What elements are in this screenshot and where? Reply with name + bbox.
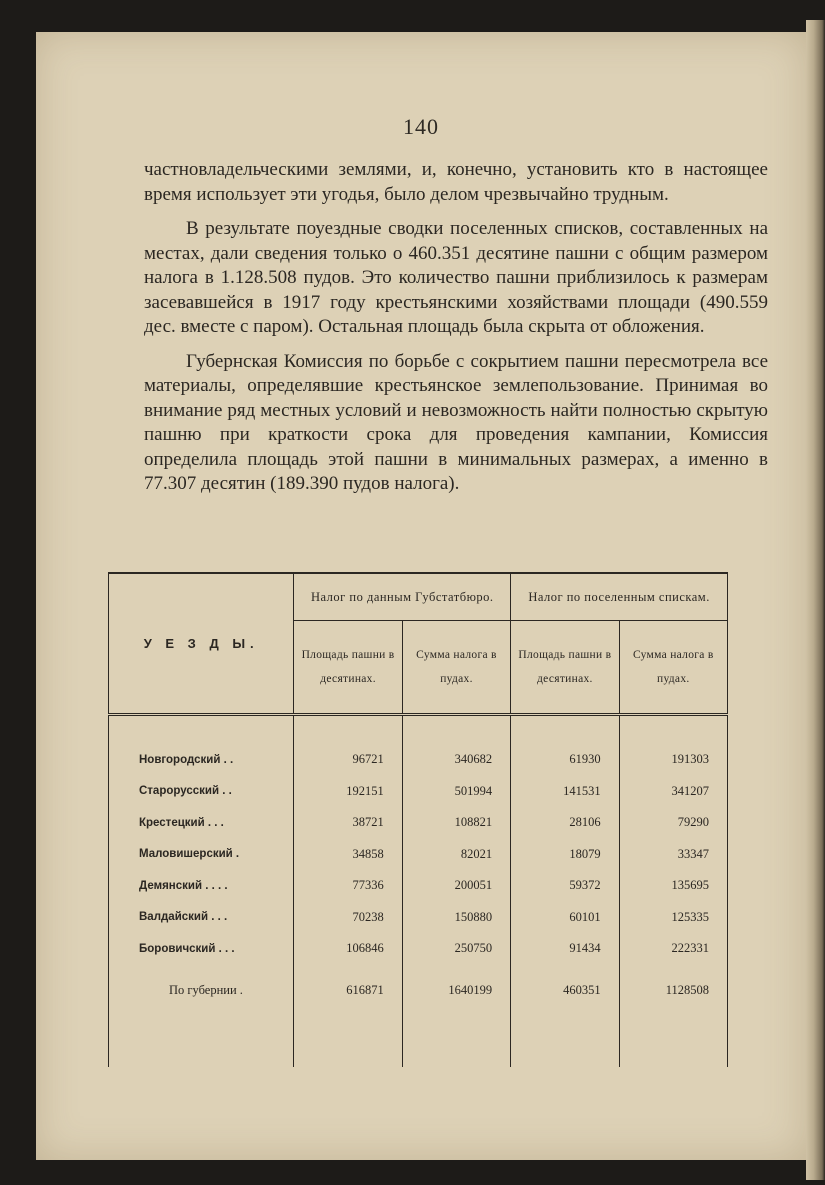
row-name: Новгородский . . <box>109 744 294 776</box>
table-row <box>109 902 728 934</box>
table-row <box>109 839 728 871</box>
row-name: Демянский . . . . <box>109 870 294 902</box>
cell-sum-2: 125335 <box>619 902 727 934</box>
total-area-1: 616871 <box>294 965 402 1017</box>
paragraph-3: Губернская Комиссия по борьбе с сокрытием пашни пересмотрела все материалы, определявшие крестьянское землепользование. Принимая во внимание ряд местных условий и невозможность найти полностью скрытую пашню при краткости срока для проведения кампании, Комиссия определила площадь этой пашни в минимальных размерах, а именно в 77.307 десятин (189.390 пудов налога). <box>144 350 768 494</box>
cell-area-1: 192151 <box>294 776 402 808</box>
row-name: Старорусский . . <box>109 776 294 808</box>
total-sum-1: 1640199 <box>402 965 510 1017</box>
book-spine-edge <box>806 20 825 1180</box>
cell-area-1: 38721 <box>294 807 402 839</box>
cell-sum-1: 250750 <box>402 933 510 965</box>
body-text <box>144 158 768 497</box>
row-name: Крестецкий . . . <box>109 807 294 839</box>
cell-sum-1: 340682 <box>402 744 510 776</box>
row-name: Валдайский . . . <box>109 902 294 934</box>
cell-area-2: 18079 <box>511 839 619 871</box>
cell-sum-2: 191303 <box>619 744 727 776</box>
row-name: Боровичский . . . <box>109 933 294 965</box>
row-name: Маловишерский . <box>109 839 294 871</box>
table-row <box>109 744 728 776</box>
cell-area-2: 59372 <box>511 870 619 902</box>
cell-sum-1: 150880 <box>402 902 510 934</box>
total-area-2: 460351 <box>511 965 619 1017</box>
table-total-row <box>109 965 728 1017</box>
table-row <box>109 870 728 902</box>
cell-sum-2: 341207 <box>619 776 727 808</box>
header-uezdy: У Е З Д Ы. <box>109 573 294 715</box>
cell-sum-1: 108821 <box>402 807 510 839</box>
total-sum-2: 1128508 <box>619 965 727 1017</box>
cell-area-2: 91434 <box>511 933 619 965</box>
cell-area-2: 28106 <box>511 807 619 839</box>
cell-area-1: 34858 <box>294 839 402 871</box>
cell-sum-1: 501994 <box>402 776 510 808</box>
cell-area-2: 60101 <box>511 902 619 934</box>
cell-area-2: 61930 <box>511 744 619 776</box>
tax-table <box>108 572 728 1067</box>
cell-sum-2: 135695 <box>619 870 727 902</box>
cell-sum-2: 79290 <box>619 807 727 839</box>
table-row <box>109 933 728 965</box>
total-label: По губернии . <box>109 965 294 1017</box>
paragraph-1: частновладельческими землями, и, конечно, установить кто в настоящее время использует эти угодья, было делом чрезвычайно трудным. <box>144 159 768 205</box>
table-row <box>109 776 728 808</box>
cell-sum-1: 82021 <box>402 839 510 871</box>
cell-area-1: 77336 <box>294 870 402 902</box>
cell-sum-2: 222331 <box>619 933 727 965</box>
subheader-area-1: Площадь пашни в десятинах. <box>294 621 402 715</box>
subheader-area-2: Площадь пашни в десятинах. <box>511 621 619 715</box>
header-gubstatburo: Налог по данным Губстатбюро. <box>294 573 511 621</box>
page-number: 140 <box>403 114 439 139</box>
cell-area-1: 106846 <box>294 933 402 965</box>
subheader-sum-1: Сумма налога в пудах. <box>402 621 510 715</box>
cell-sum-2: 33347 <box>619 839 727 871</box>
subheader-sum-2: Сумма налога в пудах. <box>619 621 727 715</box>
cell-area-1: 70238 <box>294 902 402 934</box>
header-poselennye-spiski: Налог по поселенным спискам. <box>511 573 728 621</box>
table-row <box>109 807 728 839</box>
cell-sum-1: 200051 <box>402 870 510 902</box>
cell-area-2: 141531 <box>511 776 619 808</box>
paragraph-2: В результате поуездные сводки поселенных списков, составленных на местах, дали сведения только о 460.351 десятине пашни с общим размером налога в 1.128.508 пудов. Это количество пашни приблизилось к размерам засевавшейся в 1917 году крестьянскими хозяйствами площади (490.559 дес. вместе с паром). Остальная площадь была скрыта от обложения. <box>144 218 768 337</box>
cell-area-1: 96721 <box>294 744 402 776</box>
